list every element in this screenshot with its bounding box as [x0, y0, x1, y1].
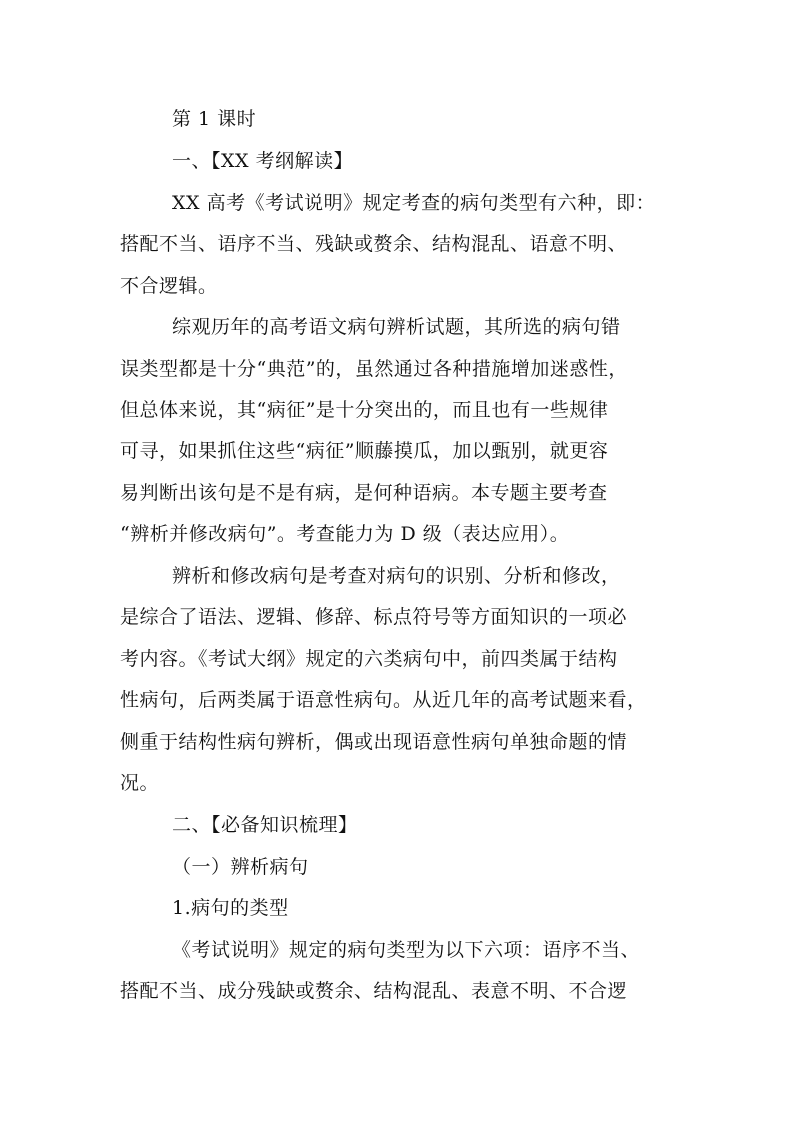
item-title: 1.病句的类型: [172, 897, 289, 919]
paragraph-line: 搭配不当、语序不当、残缺或赘余、结构混乱、语意不明、: [120, 233, 628, 255]
paragraph-line: 况。: [120, 772, 160, 794]
paragraph-line: 但总体来说，其“病征”是十分突出的，而且也有一些规律: [120, 399, 609, 421]
paragraph-line: 综观历年的高考语文病句辨析试题，其所选的病句错: [172, 316, 621, 338]
paragraph-line: 性病句，后两类属于语意性病句。从近几年的高考试题来看，: [120, 689, 647, 711]
paragraph-line: 辨析和修改病句是考查对病句的识别、分析和修改，: [172, 565, 621, 587]
paragraph-line: 不合逻辑。: [120, 275, 218, 297]
paragraph-line: 考内容。《考试大纲》规定的六类病句中，前四类属于结构: [120, 648, 618, 670]
lesson-heading: 第 1 课时: [172, 108, 257, 130]
paragraph-line: XX 高考《考试说明》规定考查的病句类型有六种，即：: [172, 192, 656, 214]
paragraph-line: 易判断出该句是不是有病，是何种语病。本专题主要考查: [120, 482, 608, 504]
paragraph-line: 可寻，如果抓住这些“病征”顺藤摸瓜，加以甄别，就更容: [120, 440, 609, 462]
section-title-knowledge: 二、【必备知识梳理】: [172, 814, 358, 836]
paragraph-line: 搭配不当、成分残缺或赘余、结构混乱、表意不明、不合逻: [120, 980, 628, 1002]
paragraph-line: 误类型都是十分“典范”的，虽然通过各种措施增加迷惑性，: [120, 358, 628, 380]
paragraph-line: “辨析并修改病句”。考查能力为 D 级（表达应用）。: [120, 523, 570, 545]
paragraph-line: 侧重于结构性病句辨析，偶或出现语意性病句单独命题的情: [120, 731, 628, 753]
section-title-exam-outline: 一、【XX 考纲解读】: [172, 150, 354, 172]
subsection-title: （一）辨析病句: [172, 856, 309, 878]
paragraph-line: 是综合了语法、逻辑、修辞、标点符号等方面知识的一项必: [120, 606, 628, 628]
paragraph-line: 《考试说明》规定的病句类型为以下六项：语序不当、: [172, 939, 641, 961]
